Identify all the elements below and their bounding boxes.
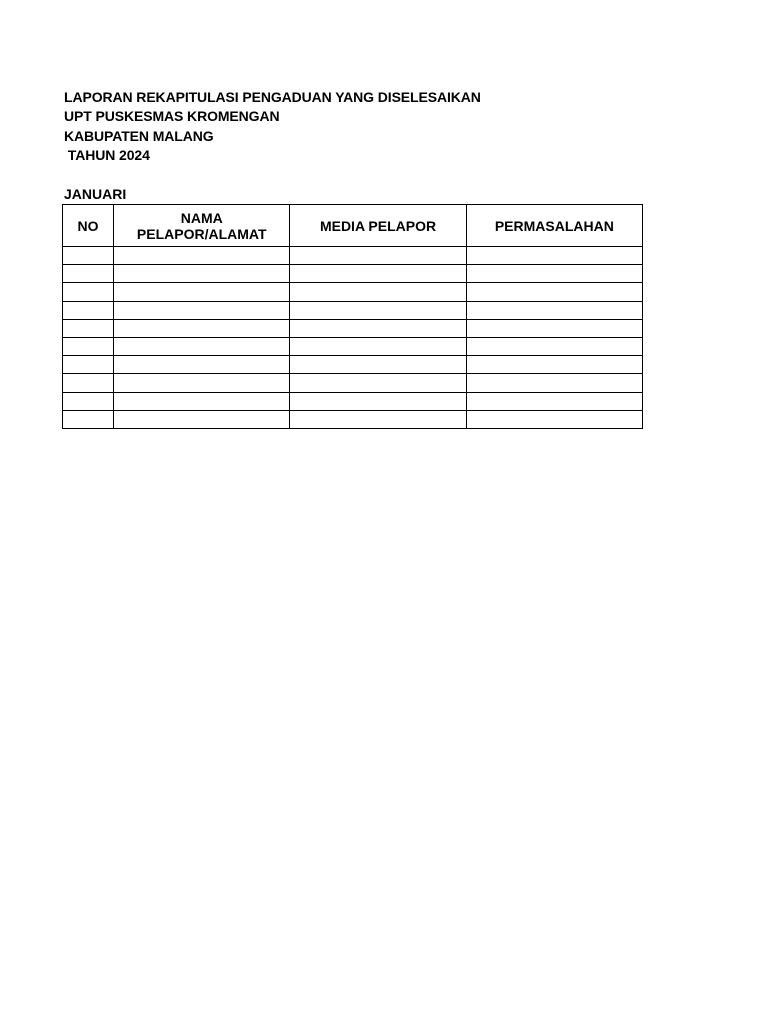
- cell-permasalahan: [466, 301, 642, 319]
- cell-permasalahan: [466, 319, 642, 337]
- cell-permasalahan: [466, 247, 642, 265]
- cell-no: [63, 337, 114, 355]
- cell-no: [63, 247, 114, 265]
- cell-permasalahan: [466, 374, 642, 392]
- month-label: JANUARI: [64, 186, 127, 202]
- header-nama-line2: PELAPOR/ALAMAT: [136, 225, 267, 242]
- cell-no: [63, 265, 114, 283]
- table-row: [63, 410, 643, 428]
- cell-permasalahan: [466, 265, 642, 283]
- header-no: NO: [63, 205, 114, 247]
- cell-nama-pelapor: [114, 265, 290, 283]
- cell-no: [63, 283, 114, 301]
- cell-media-pelapor: [290, 374, 466, 392]
- header-media-pelapor: MEDIA PELAPOR: [290, 205, 466, 247]
- cell-nama-pelapor: [114, 410, 290, 428]
- table-body: [63, 247, 643, 429]
- heading-year: TAHUN 2024: [64, 146, 150, 163]
- cell-no: [63, 392, 114, 410]
- cell-media-pelapor: [290, 337, 466, 355]
- table-row: [63, 356, 643, 374]
- table-row: [63, 283, 643, 301]
- cell-no: [63, 410, 114, 428]
- table-row: [63, 374, 643, 392]
- cell-media-pelapor: [290, 265, 466, 283]
- report-heading: [64, 88, 481, 165]
- header-permasalahan: PERMASALAHAN: [466, 205, 642, 247]
- cell-media-pelapor: [290, 301, 466, 319]
- cell-media-pelapor: [290, 247, 466, 265]
- cell-no: [63, 356, 114, 374]
- cell-permasalahan: [466, 410, 642, 428]
- header-nama-pelapor: [114, 205, 290, 247]
- cell-media-pelapor: [290, 392, 466, 410]
- table-row: [63, 319, 643, 337]
- table-row: [63, 247, 643, 265]
- cell-permasalahan: [466, 356, 642, 374]
- cell-no: [63, 374, 114, 392]
- cell-media-pelapor: [290, 356, 466, 374]
- cell-no: [63, 319, 114, 337]
- complaint-table: [62, 204, 643, 429]
- table-row: [63, 392, 643, 410]
- cell-nama-pelapor: [114, 337, 290, 355]
- table-row: [63, 337, 643, 355]
- cell-no: [63, 301, 114, 319]
- table-header-row: [63, 205, 643, 247]
- cell-nama-pelapor: [114, 301, 290, 319]
- table-row: [63, 265, 643, 283]
- cell-media-pelapor: [290, 410, 466, 428]
- cell-media-pelapor: [290, 283, 466, 301]
- cell-permasalahan: [466, 392, 642, 410]
- table-row: [63, 301, 643, 319]
- cell-media-pelapor: [290, 319, 466, 337]
- cell-nama-pelapor: [114, 319, 290, 337]
- cell-nama-pelapor: [114, 283, 290, 301]
- cell-nama-pelapor: [114, 392, 290, 410]
- heading-regency: KABUPATEN MALANG: [64, 127, 214, 144]
- cell-permasalahan: [466, 337, 642, 355]
- cell-nama-pelapor: [114, 247, 290, 265]
- header-nama-line1: NAMA: [180, 209, 223, 226]
- heading-institution: UPT PUSKESMAS KROMENGAN: [64, 108, 280, 125]
- cell-permasalahan: [466, 283, 642, 301]
- heading-title: LAPORAN REKAPITULASI PENGADUAN YANG DISELESAIKAN: [64, 89, 481, 105]
- cell-nama-pelapor: [114, 374, 290, 392]
- cell-nama-pelapor: [114, 356, 290, 374]
